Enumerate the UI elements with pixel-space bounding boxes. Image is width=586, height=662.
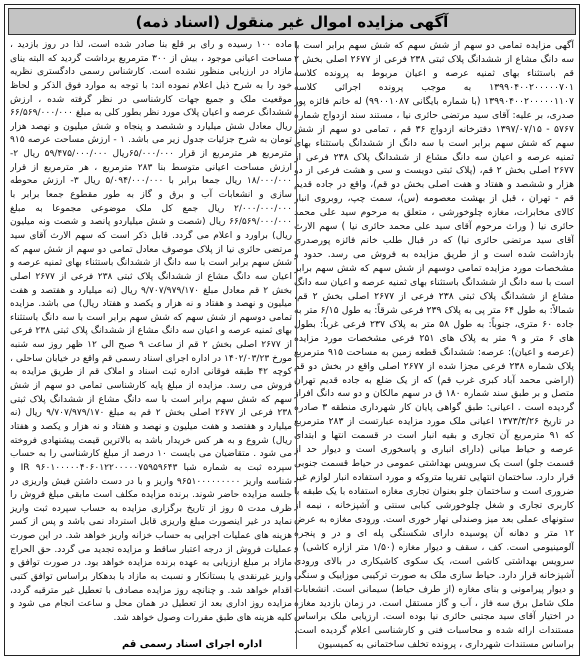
issuing-office-signature: اداره اجرای اسناد رسمی قم [121,639,262,650]
notice-column-left [10,39,292,651]
notice-title-bar [8,8,576,35]
notice-body-left: ماده ۱۰۰ رسیده و رای بر قلع بنا صادر شده است، لذا در روز بازدید ، مساحت اعیانی موجود ، بیش از ۳۰۰ مترمربع برداشت گردید که البته بنای مازاد در ارزیابی منظور نشده است. کارشناس رسمی دادگستری نظریه خود را به شرح ذیل اعلام نموده اند: با توجه به موارد فوق الذکر و لحاظ موقعیت ملک و جمیع جهات کارشناسی در نظر گرفته شده ، ارزش ششدانگ عرصه و اعیان پلاک مورد نظر بطور کلی به مبلغ ۶۶/۵۶۹/۰۰۰/۰۰۰ ریال معادل شش میلیارد و ششصد و پنجاه و شش میلیون و نهصد هزار تومان به شرح جزئیات جدول زیر می باشد. ۱ - ارزش مساحت عرصه ۹۱۵ مترمربع هر مترمربع از قرار ۶۵/۰۰۰/۰۰۰ریال ۵۹/۴۷۵/۰۰۰/۰۰۰ ریال ۲- ارزش مساحت اعیانی متوسط بنا ۲۸۳ مترمربع ، هر مترمربع از قرار ۱۸/۰۰۰/۰۰۰ ریال جمعا برابر با ۵/۰۹۴/۰۰۰/۰۰۰ ریال ۳- ارزش محوطه سازی و انشعابات آب و برق و گاز به طور مقطوع جمعا برابر با ۲/۰۰۰/۰۰۰/۰۰۰ ریال جمع کل ملک موضوعی مجموعا به مبلغ ۶۶/۵۶۹/۰۰۰/۰۰۰ ریال (شصت و شش میلیاردو پانصد و شصت ونه میلیون ریال) براورد و اعلام می گردد. قابل ذکر است که سهم الارث آقای سید مرتضی حائری نیا از پلاک موصوف معادل تمامی دو سهم از شش سهم که شش سهم برابر است با سه دانگ از ششدانگ باستثناء بهای ثمنیه عرصه و اعیان سه دانگ مشاع از ششدانگ پلاک ثبتی ۲۳۸ فرعی از ۲۶۷۷ اصلی بخش ۲ قم معادل مبلغ ۹/۷۰۷/۹۷۹/۱۷۰ ریال (نه میلیارد و هفتصد و هفت میلیون و نهصد و هفتاد و نه هزار و یکصد و هفتاد ریال) می باشد. مزایده تمامی دوسهم از شش سهم که شش سهم برابر است با سه دانگ باستثناء بهای ثمنیه عرصه و اعیان سه دانگ مشاع از ششدانگ پلاک ثبتی ۲۳۸ فرعی از ۲۶۷۷ اصلی بخش ۲ قم از ساعت ۹ صبح الی ۱۲ ظهر روز سه شنبه مورخ ۱۴۰۲/۰۳/۲۳ در اداره اجرای اسناد رسمی قم واقع در خیابان ساحلی ، کوچه ۴۲ طبقه فوقانی اداره ثبت اسناد و املاک قم از طریق مزایده به فروش می رسد. مزایده از مبلغ پایه کارشناسی تمامی دو سهم از شش سهم که شش سهم برابر است با سه دانگ مشاع از ششدانگ پلاک ثبتی ۲۳۸ فرعی از ۲۶۷۷ اصلی بخش ۲ قم به مبلغ ۹/۷۰۷/۹۷۹/۱۷۰ ریال (نه میلیارد و هفتصد و هفت میلیون و نهصد و هفتاد و نه هزار و یکصد و هفتاد ریال) شروع و به هر کس خریدار باشد به بالاترین قیمت پیشنهادی فروخته می شود . متقاضیان می بایست ۱۰ درصد از مبلغ کارشناسی را به حساب سپرده ثبت به شماره شبا IR ۹۶۰۱۰۰۰۰۰۴۰۶۰۱۲۲۰۰۰۰۰۷۵۹۵۹۶۴۳ و شناسه واریز ۹۶۵۱۰۰۰۰۰۰۰۰۰ واریز و با در دست داشتن فیش واریزی در جلسه مزایده حاضر شوند. برنده مزایده مکلف است مابقی مبلغ فروش را ظرف مدت ۵ روز از تاریخ برگزاری مزایده به حساب سپرده ثبت واریز نماید در غیر اینصورت مبلغ واریزی قابل استرداد نمی باشد و پس از کسر هزینه های عملیات اجرایی به حساب خزانه واریز خواهد شد. در این صورت عملیات فروش از درجه اعتبار ساقط و مزایده تجدید می گردد. حق الحراج مازاد بر مبلغ ارزیابی به عهده برنده مزایده خواهد بود. در صورت توافق و واریز غیرنقدی یا بستانکار و نسبت به مازاد با بدهکار براساس توافق کتبی اقدام خواهد شد. و چنانچه روز مزایده مصادف با تعطیل غیر مترقبه گردد، مزایده روز اداری بعد از تعطیل در همان محل و ساعت انجام می شود و کلیه هزینه های طبق مقررات وصول خواهد شد. [10,40,292,623]
notice-column-right [294,39,574,651]
notice-title: آگهی مزایده اموال غیر منقول (اسناد ذمه) [135,12,449,31]
notice-body-right: آگهی مزایده تمامی دو سهم از شش سهم که شش سهم برابر است با سه دانگ مشاع از ششدانگ پلاک ثبتی ۲۳۸ فرعی از ۲۶۷۷ اصلی بخش ۲ قم باستثناء بهای ثمنیه عرصه و اعیان مربوط به پرونده کلاسه ۱۳۹۹۰۴۰۰۲۰۰۰۰۰۷۰۱ به موجب پرونده اجرائی کلاسه ۱۳۹۹۰۴۰۰۲۰۰۰۰۰۱۱۰۷ (با شماره بایگانی ۹۹۰۰۱۰۸۷) له خانم فائزه پور صدری، بر علیه: آقای سید مرتضی حائری نیا ، مستند سند ازدواج شماره ۵۷۶۷ - ۱۳۹۷/۰۷/۱۵ دفترخانه ازدواج ۳۶ قم ، تمامی دو سهم از شش سهم که شش سهم برابر است با سه دانگ از ششدانگ باستثناء بهای ثمنیه عرصه و اعیان سه دانگ مشاع از ششدانگ پلاک ۲۳۸ فرعی از ۲۶۷۷ اصلی بخش ۲ قم، (پلاک ثبتی دویست و سی و هشت فرعی از دو هزار و ششصد و هفتاد و هفت اصلی بخش دو قم)، واقع در جاده قدیم قم - تهران ، قبل از بهشت معصومه (س)، سمت چپ، روبروی انبار کالای مخابرات، مغازه چلوخورشی ، متعلق به مرحوم سید علی محمد حائری نیا ( وراث مرحوم آقای سید علی محمد حائری نیا ) سهم الارث آقای سید مرتضی حائری نیا) که در قبال طلب خانم فائزه پورصدری بازداشت شده است و از طریق مزایده به فروش می رسد. حدود و مشخصات مورد مزایده تمامی دوسهم از شش سهم که شش سهم برابر است با سه دانگ از ششدانگ باستثناء بهای ثمنیه عرصه و اعیان سه دانگ مشاع از ششدانگ پلاک ثبتی ۲۳۸ فرعی از ۲۶۷۷ اصلی بخش ۲ قم، شمالاً: به طول ۶۴ متر پی به پلاک ۲۳۹ فرعی شرقاً: به طول ۶/۱۵ متر به جاده ۶۰ متری، جنوباً: به طول ۵۸ متر به پلاک ۲۳۷ فرعی غرباً: بطول های ۶ متر و ۹ متر به پلاک های ۲۵۱ فرعی مشخصات مورد مزایده (عرصه و اعیان): عرصه: ششدانگ قطعه زمین به مساحت ۹۱۵ مترمربع پلاک شماره ۲۳۸ فرعی مجزا شده از ۲۶۷۷ اصلی واقع در بخش دو قم (اراضی محمد آباد کبری غرب قم) که از یک ضلع به جاده قدیم تهران متصل و بر طبق سند شماره ۱۸۰ ق در سهم مالکان و دو سه دانگ افراز گردیده است . اعیانی: طبق گواهی پایان کار شهرداری منطقه ۳ صادره در تاریخ ۱۳۷۳/۳/۲۶ اعیانی ملک مورد مزایده عبارتست از ۲۸۳ مترمربع که ۹۱ مترمربع آن تجاری و بقیه انبار است در قسمت انتها و ابتدای عرصه و حیاط میانی (دارای انباری و پاسخوری است و دیوار حد از قسمت جلو) است یک سرویس بهداشتی عمومی در حیاط قسمت جنوبی قرار دارد. ساختمان انتهایی تقریبا متروکه و مورد استفاده انبار لوازم غیر ضروری است و ساختمان جلو بعنوان تجاری مغازه استفاده با یک طبقه با کاربری تجاری و شغل چلوخورشی کبابی سنتی و آشپزخانه ، نیمه از ستونهای عملی بعد میز وصندلی نهار خوری است. ورودی مغازه به عرض ۱۲ متر و دهانه آن پوسیده دارای شکستگی پله ای و در و پنجره آلومینیومی است. کف ، سقف و دیوار مغازه (۱/۵۰ متر ازاره کاشی) و سرویس بهداشتی کاشی است، یک سکوی کاشیکاری در بالای ورودی آشپزخانه قرار دارد. حیاط سازی ملک به صورت ترکیبی موزاییک و سنگی و دیوار پیرامونی و بنای مغازه (از طرف حیاط) سیمانی است. انشعابات ملک شامل برق سه فاز ، آب و گاز مستقل است. در زمان بازدید مغازه در اختیار آقای سید مجتبی حائری نیا بوده است. ارزیابی ملک براساس مستندات ارائه شده و محاسبات فنی و کارشناسی اعلام گردیده است. براساس مستندات شهرداری ، پرونده تخلف ساختمانی به کمیسیون [294,40,574,651]
auction-notice-clipping [4,4,580,656]
column-divider [296,41,297,649]
